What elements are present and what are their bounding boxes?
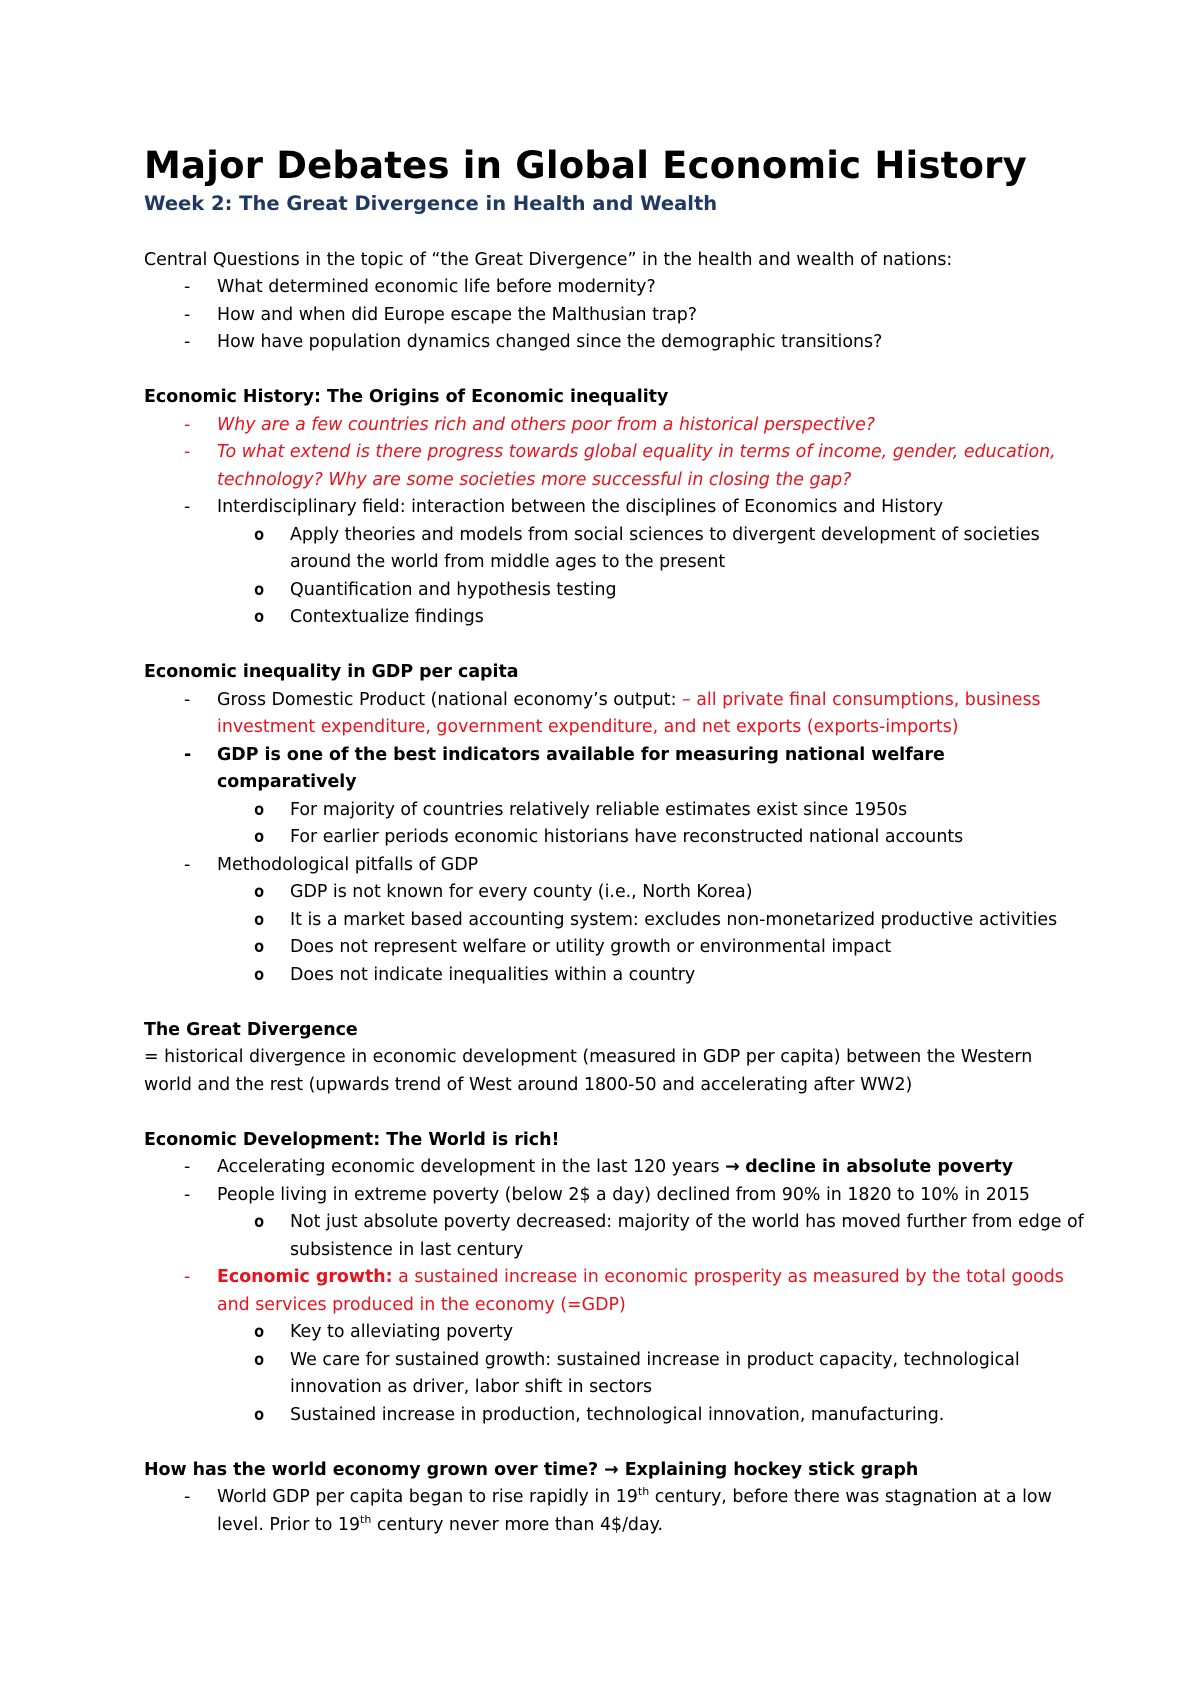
circle-bullet-icon: o bbox=[254, 579, 265, 600]
development-list bbox=[144, 1154, 1084, 1429]
list-item bbox=[144, 1154, 1084, 1182]
list-item-text: How have population dynamics changed since the demographic transitions? bbox=[217, 332, 883, 352]
hockey-stick-list bbox=[144, 1484, 1084, 1539]
sub-list-item bbox=[144, 934, 1084, 962]
list-item-text: For majority of countries relatively reliable estimates exist since 1950s bbox=[290, 799, 908, 820]
circle-bullet-icon: o bbox=[254, 964, 265, 985]
section-heading-gdp: Economic inequality in GDP per capita bbox=[144, 662, 519, 682]
dash-bullet-icon: - bbox=[184, 442, 191, 462]
list-item-emphasis: decline in absolute poverty bbox=[745, 1157, 1014, 1177]
document-subtitle: Week 2: The Great Divergence in Health and Wealth bbox=[144, 192, 718, 215]
circle-bullet-icon: o bbox=[254, 827, 265, 847]
heading-text: Explaining hockey stick graph bbox=[624, 1459, 919, 1480]
sub-list-item bbox=[144, 1319, 1084, 1347]
dash-bullet-icon: - bbox=[184, 854, 191, 875]
list-item-text: Key to alleviating poverty bbox=[290, 1322, 514, 1342]
list-item bbox=[144, 687, 1084, 742]
list-item-text: What determined economic life before modernity? bbox=[217, 277, 656, 297]
sub-list-item bbox=[144, 1347, 1084, 1402]
list-item-text: GDP is not known for every county (i.e., North Korea) bbox=[290, 882, 753, 902]
list-item-text: We care for sustained growth: sustained increase in product capacity, technological innovation as driver, labor shift in sectors bbox=[290, 1349, 1020, 1397]
dash-bullet-icon: - bbox=[184, 689, 191, 710]
list-item-text: World GDP per capita began to rise rapidly in 19 bbox=[217, 1487, 638, 1507]
dash-bullet-icon: - bbox=[184, 497, 191, 517]
sub-list-item bbox=[144, 907, 1084, 935]
circle-bullet-icon: o bbox=[254, 1322, 265, 1342]
origins-list bbox=[144, 412, 1084, 632]
list-item-text: Quantification and hypothesis testing bbox=[290, 579, 617, 600]
spacer bbox=[144, 989, 1084, 1017]
sub-list-item bbox=[144, 824, 1084, 852]
list-item-text: Interdisciplinary field: interaction between the disciplines of Economics and History bbox=[217, 497, 943, 517]
list-item bbox=[144, 274, 1084, 302]
list-item-text: It is a market based accounting system: excludes non-monetarized productive activities bbox=[290, 909, 1058, 930]
dash-bullet-icon: - bbox=[184, 277, 191, 297]
section-heading-hockey-stick bbox=[144, 1457, 1084, 1485]
heading-text: How has the world economy grown over time? bbox=[144, 1459, 605, 1480]
gdp-components-text: – all private final consumptions, business investment expenditure, government expenditure, and net exports (exports-imports) bbox=[217, 689, 1041, 737]
arrow-right-icon: → bbox=[725, 1157, 740, 1177]
circle-bullet-icon: o bbox=[254, 1349, 265, 1370]
sub-list-item bbox=[144, 879, 1084, 907]
list-item-text: How and when did Europe escape the Malthusian trap? bbox=[217, 304, 697, 325]
list-item bbox=[144, 302, 1084, 330]
intro-text: Central Questions in the topic of “the Great Divergence” in the health and wealth of nations: bbox=[144, 249, 953, 270]
dash-bullet-icon: - bbox=[184, 414, 191, 435]
circle-bullet-icon: o bbox=[254, 882, 265, 902]
circle-bullet-icon: o bbox=[254, 799, 265, 820]
circle-bullet-icon: o bbox=[254, 937, 265, 957]
spacer bbox=[144, 1099, 1084, 1127]
sub-list-item bbox=[144, 1209, 1084, 1264]
list-item-text: Does not represent welfare or utility growth or environmental impact bbox=[290, 937, 892, 957]
section-heading-origins: Economic History: The Origins of Economic inequality bbox=[144, 387, 669, 407]
spacer bbox=[144, 219, 1084, 247]
document-title: Major Debates in Global Economic History bbox=[144, 144, 1027, 187]
list-item-text: Not just absolute poverty decreased: majority of the world has moved further from edge of subsistence in last century bbox=[290, 1212, 1084, 1260]
list-item-text: Methodological pitfalls of GDP bbox=[217, 854, 479, 875]
spacer bbox=[144, 1429, 1084, 1457]
list-item bbox=[144, 742, 1084, 797]
list-item-text: century never more than 4$/day. bbox=[371, 1514, 663, 1535]
gdp-list bbox=[144, 687, 1084, 990]
list-item bbox=[144, 494, 1084, 522]
circle-bullet-icon: o bbox=[254, 1404, 265, 1425]
dash-bullet-icon: - bbox=[184, 1267, 191, 1287]
list-item-text: Apply theories and models from social sciences to divergent development of societies around the world from middle ages to the present bbox=[290, 524, 1040, 572]
spacer bbox=[144, 632, 1084, 660]
list-item-text: To what extend is there progress towards global equality in terms of income, gender, education, technology? Why are some societies more successful in closing the gap? bbox=[217, 442, 1056, 490]
list-item-text: For earlier periods economic historians have reconstructed national accounts bbox=[290, 827, 964, 847]
list-item-text: Why are a few countries rich and others poor from a historical perspective? bbox=[217, 414, 876, 435]
circle-bullet-icon: o bbox=[254, 1212, 265, 1232]
dash-bullet-icon: - bbox=[184, 304, 191, 325]
document-page bbox=[144, 143, 1084, 1539]
circle-bullet-icon: o bbox=[254, 909, 265, 930]
list-item-text: Accelerating economic development in the last 120 years bbox=[217, 1157, 726, 1177]
sub-list-item bbox=[144, 577, 1084, 605]
list-item bbox=[144, 852, 1084, 880]
list-item-text: Does not indicate inequalities within a country bbox=[290, 964, 696, 985]
sub-list-item bbox=[144, 962, 1084, 990]
dash-bullet-icon: - bbox=[184, 1487, 191, 1507]
list-item bbox=[144, 412, 1084, 440]
dash-bullet-icon: - bbox=[184, 1184, 191, 1205]
dash-bullet-icon: - bbox=[184, 744, 192, 765]
superscript: th bbox=[360, 1512, 372, 1526]
circle-bullet-icon: o bbox=[254, 524, 265, 545]
sub-list-item bbox=[144, 1402, 1084, 1430]
list-item-emphasis: Economic growth: bbox=[217, 1267, 393, 1287]
list-item bbox=[144, 1484, 1084, 1539]
list-item-text: Sustained increase in production, technological innovation, manufacturing. bbox=[290, 1404, 945, 1425]
list-item bbox=[144, 439, 1084, 494]
sub-list-item bbox=[144, 604, 1084, 632]
list-item bbox=[144, 1182, 1084, 1210]
sub-list-item bbox=[144, 797, 1084, 825]
arrow-right-icon: → bbox=[604, 1459, 619, 1480]
list-item-text: Gross Domestic Product (national economy’s output: bbox=[217, 689, 683, 710]
dash-bullet-icon: - bbox=[184, 332, 191, 352]
list-item bbox=[144, 1264, 1084, 1319]
intro-list bbox=[144, 274, 1084, 357]
list-item bbox=[144, 329, 1084, 357]
section-heading-development: Economic Development: The World is rich! bbox=[144, 1129, 560, 1150]
superscript: th bbox=[637, 1485, 650, 1499]
circle-bullet-icon: o bbox=[254, 607, 265, 627]
section-heading-great-divergence: The Great Divergence bbox=[144, 1019, 358, 1040]
list-item-text: a sustained increase in economic prosperity as measured by the total goods and services produced in the economy (=GDP) bbox=[217, 1267, 1064, 1315]
list-item-text: GDP is one of the best indicators available for measuring national welfare comparatively bbox=[217, 744, 945, 792]
sub-list-item bbox=[144, 522, 1084, 577]
great-divergence-definition: = historical divergence in economic development (measured in GDP per capita) between the Western world and the rest (upwards trend of West around 1800-50 and accelerating after WW2) bbox=[144, 1047, 1033, 1095]
spacer bbox=[144, 357, 1084, 385]
list-item-text: century, before there was stagnation at a low level. Prior to 19 bbox=[217, 1487, 1052, 1535]
list-item-text: Contextualize findings bbox=[290, 607, 484, 627]
dash-bullet-icon: - bbox=[184, 1157, 191, 1177]
list-item-text: People living in extreme poverty (below 2$ a day) declined from 90% in 1820 to 10% in 2015 bbox=[217, 1184, 1030, 1205]
